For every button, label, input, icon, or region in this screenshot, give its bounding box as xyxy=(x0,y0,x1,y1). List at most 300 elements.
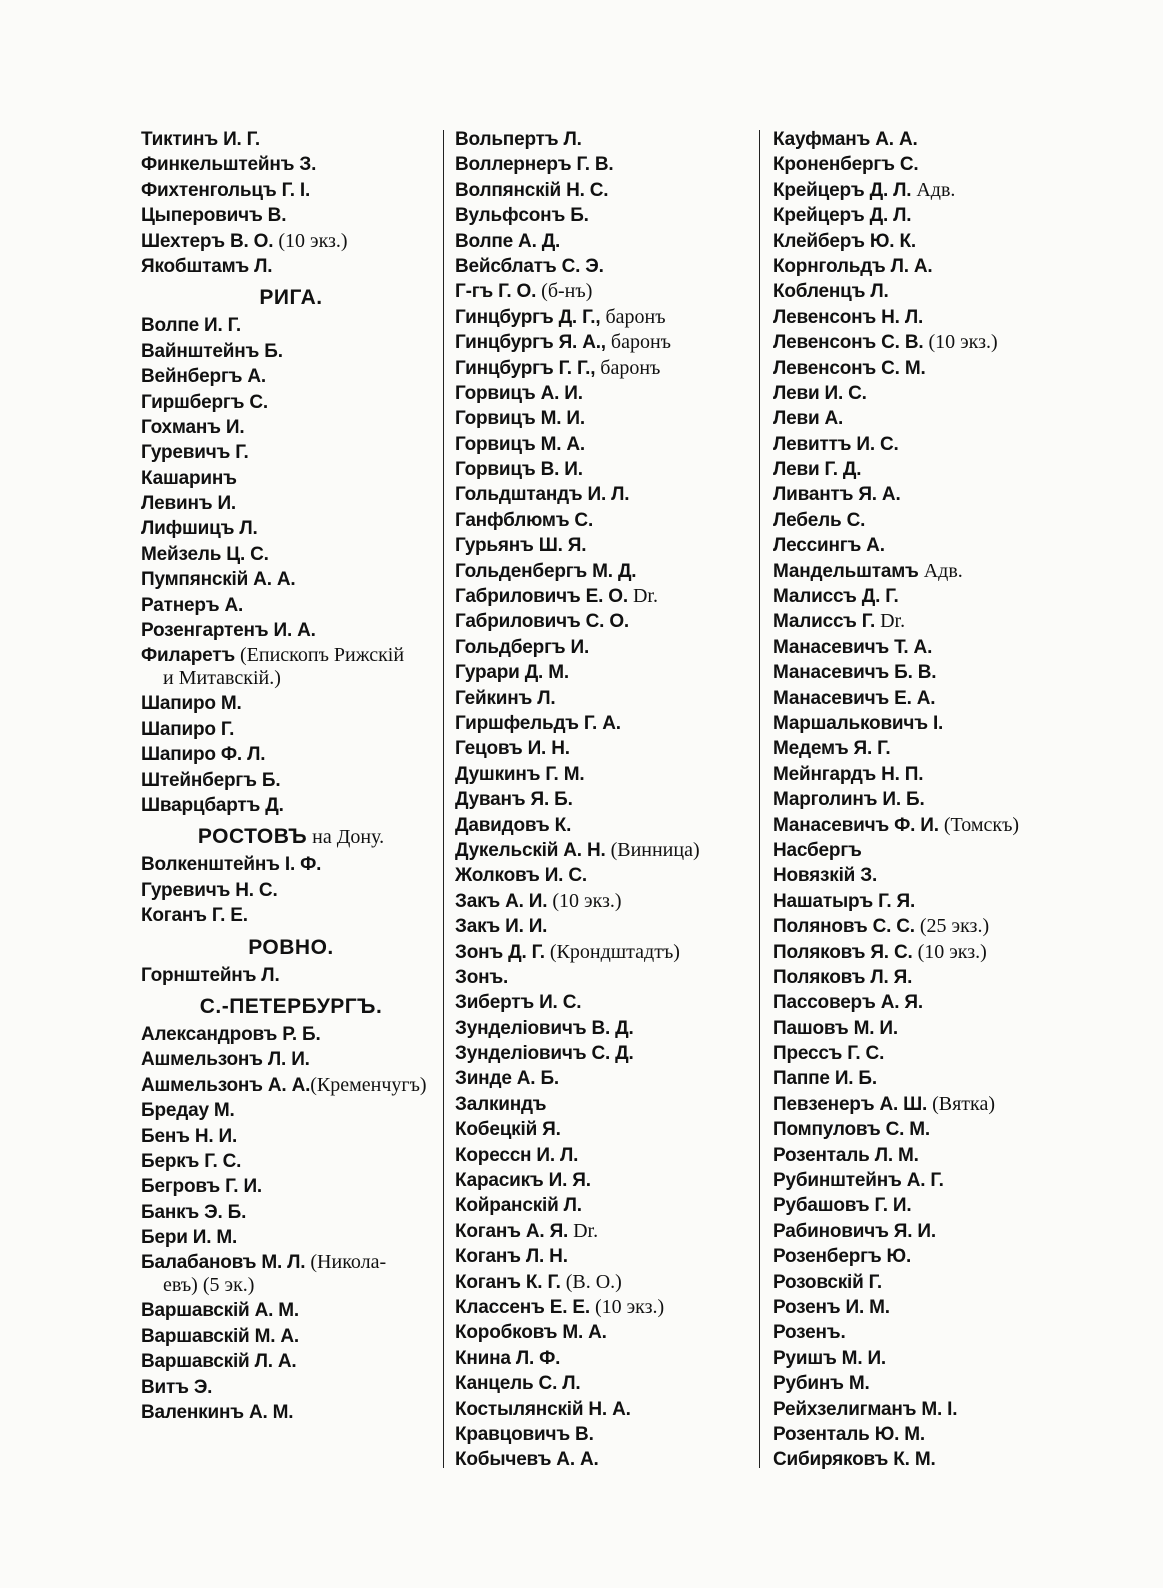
subscriber-name: Горнштейнъ Л. xyxy=(141,964,280,986)
subscriber-name: Кашаринъ xyxy=(141,467,237,489)
list-item xyxy=(141,1124,441,1149)
list-item xyxy=(773,356,1093,381)
subscriber-name: Рубашовъ Г. И. xyxy=(773,1195,912,1217)
subscriber-name: Коганъ А. Я. xyxy=(455,1220,569,1242)
subscriber-name: Коробковъ М. А. xyxy=(455,1322,607,1344)
list-item xyxy=(141,567,441,592)
list-item xyxy=(773,660,1093,685)
list-item xyxy=(773,1295,1093,1320)
list-item xyxy=(141,1047,441,1072)
list-item xyxy=(141,313,441,338)
list-item xyxy=(141,1174,441,1199)
subscriber-name: Гиршбергъ С. xyxy=(141,391,268,413)
list-item xyxy=(773,1371,1093,1396)
subscriber-name: Цыперовичъ В. xyxy=(141,205,287,227)
subscriber-name: Крейцеръ Д. Л. xyxy=(773,179,912,201)
subscriber-note-continued: евъ) (5 эк.) xyxy=(163,1274,255,1297)
subscriber-name: Габриловичъ С. О. xyxy=(455,611,629,633)
subscriber-name: Поляковъ Я. С. xyxy=(773,941,913,963)
subscriber-name: Шапиро М. xyxy=(141,693,242,715)
list-item xyxy=(455,965,755,990)
list-item xyxy=(773,635,1093,660)
list-item xyxy=(773,1016,1093,1041)
list-item xyxy=(141,466,441,491)
subscriber-note: баронъ xyxy=(595,356,661,379)
subscriber-name: Варшавскій Л. А. xyxy=(141,1351,297,1373)
list-item xyxy=(141,1400,441,1425)
list-item xyxy=(455,381,755,406)
list-item xyxy=(773,1117,1093,1142)
subscriber-note-continued: и Митавскій.) xyxy=(163,667,281,690)
list-item xyxy=(773,1066,1093,1091)
list-item xyxy=(455,279,755,304)
subscriber-name: Бенъ Н. И. xyxy=(141,1125,238,1147)
subscriber-name: Певзенеръ А. Ш. xyxy=(773,1093,928,1115)
column-1 xyxy=(141,127,441,1425)
list-item xyxy=(773,406,1093,431)
subscriber-name: Давидовъ К. xyxy=(455,814,572,836)
list-item xyxy=(455,1016,755,1041)
subscriber-name: Мандельштамъ xyxy=(773,560,919,582)
subscriber-name: Гуревичъ Г. xyxy=(141,442,249,464)
subscriber-name: Коганъ Л. Н. xyxy=(455,1246,568,1268)
subscriber-name: Зинде А. Б. xyxy=(455,1068,559,1090)
subscriber-name: Ливантъ Я. А. xyxy=(773,484,901,506)
list-item xyxy=(773,178,1093,203)
subscriber-name: Витъ Э. xyxy=(141,1376,213,1398)
subscriber-name: Балабановъ М. Л. xyxy=(141,1252,306,1274)
subscriber-name: Малиссъ Г. xyxy=(773,611,876,633)
subscriber-name: Зибертъ И. С. xyxy=(455,992,582,1014)
list-item xyxy=(455,1193,755,1218)
list-item xyxy=(455,584,755,609)
subscriber-name: Волпе А. Д. xyxy=(455,230,561,252)
subscriber-name: Классенъ Е. Е. xyxy=(455,1296,590,1318)
column-divider-left xyxy=(443,130,444,1468)
list-item xyxy=(455,1168,755,1193)
subscriber-name: Леви Г. Д. xyxy=(773,459,862,481)
subscriber-name: Горвицъ М. И. xyxy=(455,408,585,430)
list-item xyxy=(455,533,755,558)
list-item xyxy=(455,1117,755,1142)
list-item xyxy=(773,1168,1093,1193)
list-item xyxy=(455,1346,755,1371)
list-item xyxy=(773,1041,1093,1066)
list-item xyxy=(455,1320,755,1345)
subscriber-name: Пашовъ М. И. xyxy=(773,1017,898,1039)
list-item xyxy=(773,432,1093,457)
list-item xyxy=(773,914,1093,939)
list-item xyxy=(141,963,441,988)
list-item xyxy=(141,852,441,877)
subscriber-name: Якобштамъ Л. xyxy=(141,255,273,277)
subscriber-name: Лифшицъ Л. xyxy=(141,518,258,540)
subscriber-name: Рейхзелигманъ М. І. xyxy=(773,1398,958,1420)
list-item xyxy=(455,1447,755,1472)
list-item xyxy=(773,305,1093,330)
subscriber-name: Лебель С. xyxy=(773,509,866,531)
subscriber-name: Левенсонъ С. В. xyxy=(773,332,924,354)
list-item xyxy=(773,1143,1093,1168)
list-item xyxy=(455,635,755,660)
subscriber-name: Филаретъ xyxy=(141,645,236,667)
city-heading xyxy=(141,818,441,852)
list-item xyxy=(141,516,441,541)
subscriber-name: Розенбергъ Ю. xyxy=(773,1246,912,1268)
city-heading xyxy=(141,279,441,313)
subscriber-note: (10 экз.) xyxy=(923,331,998,354)
subscriber-note: (Томскъ) xyxy=(938,813,1020,836)
subscriber-name: Розенъ И. М. xyxy=(773,1296,890,1318)
list-item xyxy=(455,914,755,939)
list-item xyxy=(455,889,755,914)
subscriber-name: Манасевичъ Е. А. xyxy=(773,687,936,709)
list-item xyxy=(455,1143,755,1168)
list-item xyxy=(141,1250,441,1298)
list-item xyxy=(455,1041,755,1066)
subscriber-name: Марголинъ И. Б. xyxy=(773,789,925,811)
subscriber-note: (25 экз.) xyxy=(914,915,990,938)
subscriber-name: Душкинъ Г. М. xyxy=(455,763,585,785)
subscriber-note: Адв. xyxy=(911,178,956,201)
list-item xyxy=(455,1371,755,1396)
list-item xyxy=(773,838,1093,863)
list-item xyxy=(455,330,755,355)
subscriber-name: Кобленцъ Л. xyxy=(773,281,889,303)
subscriber-name: Александровъ Р. Б. xyxy=(141,1023,321,1045)
subscriber-name: Зонъ Д. Г. xyxy=(455,941,545,963)
city-name: РИГА. xyxy=(259,286,323,310)
subscriber-name: Левинъ И. xyxy=(141,493,236,515)
list-item xyxy=(455,508,755,533)
list-item xyxy=(455,1219,755,1244)
subscriber-name: Жолковъ И. С. xyxy=(455,865,587,887)
list-item xyxy=(773,686,1093,711)
subscriber-note: (10 экз.) xyxy=(912,940,987,963)
subscriber-name: Закъ И. И. xyxy=(455,916,548,938)
list-item xyxy=(773,1270,1093,1295)
list-item xyxy=(455,432,755,457)
list-item xyxy=(773,1219,1093,1244)
list-item xyxy=(455,787,755,812)
list-item xyxy=(141,339,441,364)
subscriber-name: Штейнбергъ Б. xyxy=(141,769,281,791)
list-item xyxy=(455,152,755,177)
list-item xyxy=(141,1073,441,1098)
subscriber-name: Горвицъ А. И. xyxy=(455,382,583,404)
subscriber-name: Медемъ Я. Г. xyxy=(773,738,891,760)
list-item xyxy=(141,254,441,279)
subscriber-name: Вайнштейнъ Б. xyxy=(141,340,283,362)
subscriber-name: Банкъ Э. Б. xyxy=(141,1201,247,1223)
subscriber-name: Бредау М. xyxy=(141,1100,235,1122)
list-item xyxy=(773,1346,1093,1371)
subscriber-note: (Крондштадтъ) xyxy=(544,940,680,963)
subscriber-name: Нашатыръ Г. Я. xyxy=(773,890,916,912)
list-item xyxy=(455,559,755,584)
subscriber-name: Вольпертъ Л. xyxy=(455,129,582,150)
list-item xyxy=(773,863,1093,888)
list-item xyxy=(455,609,755,634)
subscriber-name: Костылянскій Н. А. xyxy=(455,1398,631,1420)
list-item xyxy=(773,940,1093,965)
subscriber-note: (Винница) xyxy=(605,838,700,861)
list-item xyxy=(773,1092,1093,1117)
list-item xyxy=(455,305,755,330)
list-item xyxy=(773,127,1093,152)
list-item xyxy=(455,1422,755,1447)
subscriber-note: (10 экз.) xyxy=(589,1295,665,1318)
subscriber-name: Шварцбартъ Д. xyxy=(141,794,284,816)
subscriber-name: Гурьянъ Ш. Я. xyxy=(455,535,587,557)
subscriber-name: Помпуловъ С. М. xyxy=(773,1119,931,1141)
subscriber-name: Розовскій Г. xyxy=(773,1271,882,1293)
list-item xyxy=(773,762,1093,787)
list-item xyxy=(773,711,1093,736)
subscriber-name: Гецовъ И. Н. xyxy=(455,738,570,760)
city-heading xyxy=(141,929,441,963)
list-item xyxy=(455,203,755,228)
list-item xyxy=(773,1422,1093,1447)
subscriber-name: Залкиндъ xyxy=(455,1093,547,1115)
column-3 xyxy=(773,127,1093,1473)
subscriber-note: (10 экз.) xyxy=(547,889,622,912)
subscriber-name: Гольдштандъ И. Л. xyxy=(455,484,630,506)
subscriber-name: Тиктинъ И. Г. xyxy=(141,129,260,150)
list-item xyxy=(141,1324,441,1349)
list-item xyxy=(141,878,441,903)
list-item xyxy=(773,203,1093,228)
subscriber-name: Шапиро Ф. Л. xyxy=(141,744,266,766)
subscriber-name: Зонъ. xyxy=(455,966,509,988)
subscriber-name: Рубинъ М. xyxy=(773,1373,870,1395)
subscriber-name: Прессъ Г. С. xyxy=(773,1043,885,1065)
subscriber-note: (В. О.) xyxy=(560,1270,622,1293)
subscriber-name: Фихтенгольцъ Г. І. xyxy=(141,179,311,201)
subscriber-name: Манасевичъ Т. А. xyxy=(773,636,933,658)
column-divider-right xyxy=(759,130,760,1468)
subscriber-note: Адв. xyxy=(918,559,963,582)
subscriber-name: Клейберъ Ю. К. xyxy=(773,230,916,252)
list-item xyxy=(455,1092,755,1117)
subscriber-name: Рубинштейнъ А. Г. xyxy=(773,1170,944,1192)
subscriber-name: Зунделіовичъ С. Д. xyxy=(455,1043,634,1065)
subscriber-name: Кобецкій Я. xyxy=(455,1119,561,1141)
subscriber-name: Манасевичъ Ф. И. xyxy=(773,814,939,836)
subscriber-name: Ганфблюмъ С. xyxy=(455,509,594,531)
list-item xyxy=(141,618,441,643)
list-item xyxy=(455,457,755,482)
list-item xyxy=(773,1447,1093,1472)
list-item xyxy=(773,279,1093,304)
list-item xyxy=(773,559,1093,584)
list-item xyxy=(773,965,1093,990)
subscriber-name: Манасевичъ Б. В. xyxy=(773,662,937,684)
list-item xyxy=(141,593,441,618)
list-item xyxy=(773,1193,1093,1218)
subscriber-name: Крейцеръ Д. Л. xyxy=(773,205,912,227)
subscriber-name: Горвицъ М. А. xyxy=(455,433,585,455)
subscriber-note: (Кременчугъ) xyxy=(310,1073,427,1096)
list-item xyxy=(773,889,1093,914)
list-item xyxy=(773,584,1093,609)
list-item xyxy=(455,711,755,736)
subscriber-name: Рабиновичъ Я. И. xyxy=(773,1220,936,1242)
subscriber-name: Малиссъ Д. Г. xyxy=(773,586,899,608)
subscriber-name: Канцель С. Л. xyxy=(455,1373,581,1395)
list-item xyxy=(773,457,1093,482)
subscriber-note: (Вятка) xyxy=(927,1092,995,1115)
subscriber-name: Гольденбергъ М. Д. xyxy=(455,560,637,582)
list-item xyxy=(141,440,441,465)
subscriber-note: Dr. xyxy=(627,585,658,608)
list-item xyxy=(455,1244,755,1269)
list-item xyxy=(773,1320,1093,1345)
list-item xyxy=(141,542,441,567)
subscriber-name: Дуванъ Я. Б. xyxy=(455,789,573,811)
subscriber-name: Маршальковичъ І. xyxy=(773,712,944,734)
list-item xyxy=(141,1298,441,1323)
subscriber-name: Поляновъ С. С. xyxy=(773,916,915,938)
subscriber-name: Гохманъ И. xyxy=(141,416,245,438)
subscriber-name: Сибиряковъ К. М. xyxy=(773,1449,936,1471)
subscriber-note: (10 экз.) xyxy=(273,229,348,252)
subscriber-name: Гуревичъ Н. С. xyxy=(141,879,278,901)
subscriber-name: Розенталь Ю. М. xyxy=(773,1423,925,1445)
subscriber-note: (б-нъ) xyxy=(536,280,593,303)
subscriber-note: (Епископъ Рижскій xyxy=(235,644,405,667)
subscriber-name: Волкенштейнъ І. Ф. xyxy=(141,854,322,876)
subscriber-name: Корнгольдъ Л. А. xyxy=(773,255,933,277)
subscriber-name: Волпе И. Г. xyxy=(141,315,241,337)
list-item xyxy=(141,178,441,203)
subscriber-name: Гинцбургъ Г. Г., xyxy=(455,357,596,379)
list-item xyxy=(455,254,755,279)
subscriber-note: баронъ xyxy=(605,331,671,354)
subscriber-name: Кауфманъ А. А. xyxy=(773,129,918,150)
list-item xyxy=(455,762,755,787)
subscriber-name: Габриловичъ Е. О. xyxy=(455,586,628,608)
subscriber-name: Пассоверъ А. Я. xyxy=(773,992,923,1014)
subscriber-name: Беркъ Г. С. xyxy=(141,1150,242,1172)
subscriber-name: Руишъ М. И. xyxy=(773,1347,887,1369)
subscriber-name: Розенталь Л. М. xyxy=(773,1144,919,1166)
subscriber-name: Розенъ. xyxy=(773,1322,846,1344)
list-item xyxy=(455,482,755,507)
list-item xyxy=(141,643,441,691)
list-item xyxy=(773,254,1093,279)
subscriber-name: Лессингъ А. xyxy=(773,535,885,557)
list-item xyxy=(455,1397,755,1422)
list-item xyxy=(773,229,1093,254)
subscriber-name: Зунделіовичъ В. Д. xyxy=(455,1017,634,1039)
list-item xyxy=(455,863,755,888)
subscriber-name: Корессн И. Л. xyxy=(455,1144,579,1166)
list-item xyxy=(455,1295,755,1320)
subscriber-name: Кроненбергъ С. xyxy=(773,154,919,176)
list-item xyxy=(455,1270,755,1295)
list-item xyxy=(455,940,755,965)
list-item xyxy=(455,736,755,761)
list-item xyxy=(141,691,441,716)
city-heading xyxy=(141,988,441,1022)
list-item xyxy=(773,990,1093,1015)
subscriber-name: Коганъ К. Г. xyxy=(455,1271,561,1293)
city-name-suffix: на Дону. xyxy=(307,826,385,849)
list-item xyxy=(773,508,1093,533)
list-item xyxy=(141,127,441,152)
list-item xyxy=(141,390,441,415)
subscriber-name: Валенкинъ А. М. xyxy=(141,1402,294,1424)
subscriber-name: Гинцбургъ Д. Г., xyxy=(455,306,601,328)
subscriber-name: Закъ А. И. xyxy=(455,890,548,912)
subscriber-name: Вульфсонъ Б. xyxy=(455,205,589,227)
list-item xyxy=(455,813,755,838)
subscriber-name: Пумпянскій А. А. xyxy=(141,569,296,591)
subscriber-name: Варшавскій М. А. xyxy=(141,1325,300,1347)
list-item xyxy=(141,1149,441,1174)
subscriber-name: Розенгартенъ И. А. xyxy=(141,620,316,642)
subscriber-name: Левиттъ И. С. xyxy=(773,433,899,455)
list-item xyxy=(773,609,1093,634)
list-item xyxy=(141,1375,441,1400)
list-item xyxy=(141,1098,441,1123)
list-item xyxy=(455,178,755,203)
subscriber-name: Воллернеръ Г. В. xyxy=(455,154,614,176)
list-item xyxy=(455,229,755,254)
list-item xyxy=(773,381,1093,406)
list-item xyxy=(773,533,1093,558)
list-item xyxy=(773,787,1093,812)
list-item xyxy=(773,152,1093,177)
subscriber-name: Паппе И. Б. xyxy=(773,1068,877,1090)
subscriber-name: Поляковъ Л. Я. xyxy=(773,966,913,988)
subscriber-name: Шапиро Г. xyxy=(141,718,235,740)
list-item xyxy=(773,330,1093,355)
list-item xyxy=(773,813,1093,838)
list-item xyxy=(141,903,441,928)
subscriber-name: Бери И. М. xyxy=(141,1227,238,1249)
subscriber-name: Г-гъ Г. О. xyxy=(455,281,537,303)
list-item xyxy=(773,1397,1093,1422)
list-item xyxy=(141,793,441,818)
subscriber-name: Бегровъ Г. И. xyxy=(141,1176,262,1198)
subscriber-name: Гинцбургъ Я. А., xyxy=(455,332,606,354)
subscriber-name: Коганъ Г. Е. xyxy=(141,905,248,927)
list-item xyxy=(141,1200,441,1225)
subscriber-name: Вейсблатъ С. Э. xyxy=(455,255,604,277)
subscriber-name: Левенсонъ С. М. xyxy=(773,357,926,379)
subscriber-name: Ашмельзонъ Л. И. xyxy=(141,1049,310,1071)
subscriber-name: Гольдбергъ И. xyxy=(455,636,590,658)
list-item xyxy=(141,152,441,177)
subscriber-name: Дукельскій А. Н. xyxy=(455,839,606,861)
subscriber-name: Койранскій Л. xyxy=(455,1195,582,1217)
list-item xyxy=(773,736,1093,761)
subscriber-name: Кравцовичъ В. xyxy=(455,1423,594,1445)
list-item xyxy=(141,491,441,516)
list-item xyxy=(141,415,441,440)
subscriber-note: Dr. xyxy=(875,610,906,633)
subscriber-name: Вейнбергъ А. xyxy=(141,366,266,388)
city-name: РОВНО. xyxy=(248,935,334,959)
subscriber-name: Гурари Д. М. xyxy=(455,662,569,684)
subscriber-name: Финкельштейнъ З. xyxy=(141,154,317,176)
subscriber-note: Dr. xyxy=(568,1219,599,1242)
subscriber-name: Кобычевъ А. А. xyxy=(455,1449,599,1471)
list-item xyxy=(455,406,755,431)
subscriber-name: Новязкій З. xyxy=(773,865,878,887)
